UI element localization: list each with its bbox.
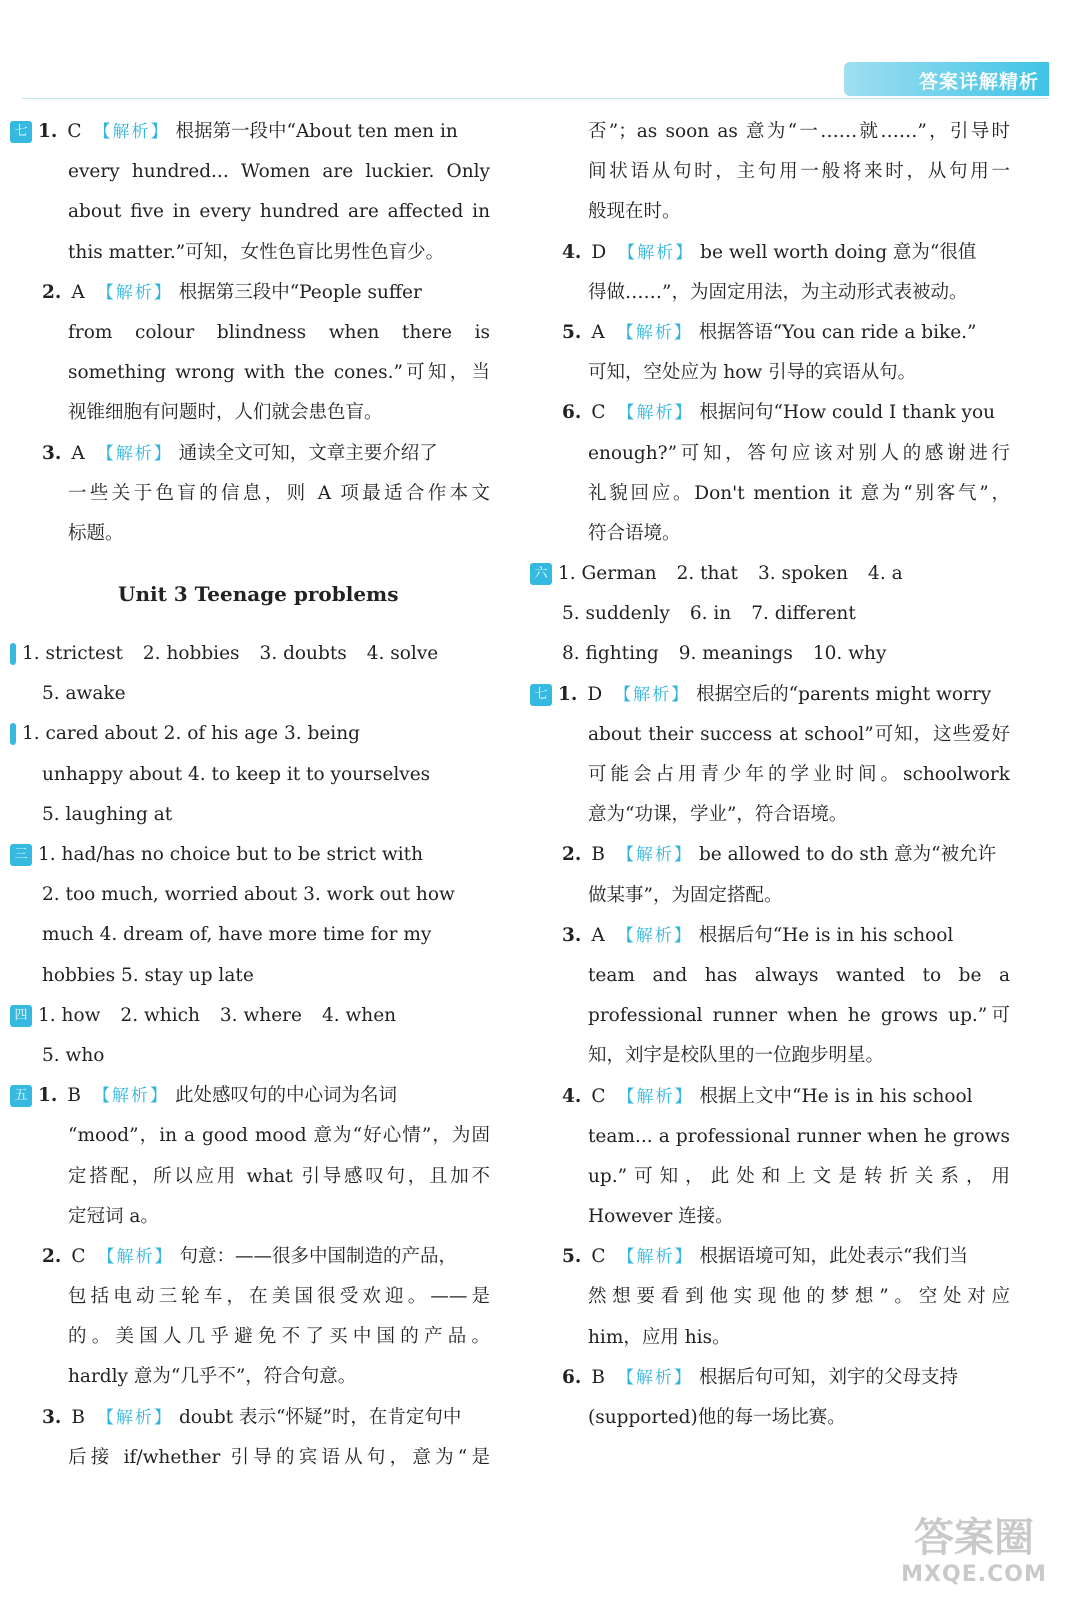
question-item xyxy=(10,1237,490,1277)
answer-letter: C xyxy=(591,402,606,424)
answer-line: much 4. dream of, have more time for my xyxy=(42,924,432,946)
analysis-label: 【解析】 xyxy=(616,322,693,343)
section-3 xyxy=(10,835,490,875)
answer-item: 8. fighting xyxy=(562,643,659,665)
answer-line: 5. who xyxy=(42,1044,105,1066)
question-number: 1. xyxy=(38,121,58,142)
question-number: 3. xyxy=(42,442,62,464)
answer-item: 1. German xyxy=(558,563,657,585)
analysis-line: about their success at school”可知，这些爱好 xyxy=(588,723,1010,745)
answer-item: 5. suddenly xyxy=(562,603,670,625)
analysis-label: 【解析】 xyxy=(96,282,173,303)
question-number: 3. xyxy=(42,1406,62,1428)
question-item xyxy=(530,1237,1010,1277)
answer-line: 1. cared about 2. of his age 3. being xyxy=(22,723,360,745)
analysis-line: something wrong with the cones.”可知，当 xyxy=(68,362,490,384)
answer-letter: C xyxy=(591,1246,606,1268)
question-item xyxy=(530,233,1010,273)
section-2 xyxy=(10,714,490,754)
analysis-label: 【解析】 xyxy=(93,122,170,142)
answer-item: 1. strictest xyxy=(22,643,123,665)
analysis-label: 【解析】 xyxy=(97,1246,174,1267)
answer-letter: D xyxy=(587,683,603,705)
answer-letter: B xyxy=(591,1366,605,1388)
analysis-label: 【解析】 xyxy=(617,403,694,424)
question-number: 2. xyxy=(42,1245,62,1267)
answer-line: 1. had/has no choice but to be strict with xyxy=(38,844,423,865)
analysis-text: 根据上文中“He is in his school xyxy=(699,1085,973,1107)
answer-item: 3. doubts xyxy=(259,643,347,665)
analysis-text: 此处感叹句的中心词为名词 xyxy=(174,1085,397,1107)
analysis-line: “mood”，in a good mood 意为“好心情”，为固 xyxy=(68,1125,490,1147)
answer-item: 7. different xyxy=(751,603,856,625)
analysis-text: doubt 表示“怀疑”时，在肯定句中 xyxy=(178,1406,462,1428)
question-number: 3. xyxy=(562,924,582,946)
section-6 xyxy=(530,554,1010,594)
section-tag xyxy=(10,643,16,665)
analysis-text: 根据语境可知，此处表示“我们当 xyxy=(699,1246,968,1268)
answer-item: 2. which xyxy=(120,1004,200,1026)
analysis-line: 符合语境。 xyxy=(588,522,681,544)
analysis-line: from colour blindness when there is xyxy=(68,321,490,343)
analysis-line: 得做……”，为固定用法，为主动形式表被动。 xyxy=(588,281,968,303)
analysis-line: him，应用 his。 xyxy=(588,1326,731,1348)
question-number: 2. xyxy=(42,281,62,303)
answer-letter: C xyxy=(71,1245,86,1267)
section-tag: 四 xyxy=(10,1005,32,1027)
question-number: 1. xyxy=(558,683,578,705)
analysis-line: this matter.”可知，女性色盲比男性色盲少。 xyxy=(68,241,445,263)
analysis-line: 然想要看到他实现他的梦想”。空处对应 xyxy=(588,1286,1010,1308)
answer-line: 5. awake xyxy=(42,683,126,705)
analysis-line: 定冠词 a。 xyxy=(68,1205,159,1227)
watermark-logo xyxy=(889,1514,1059,1594)
analysis-label: 【解析】 xyxy=(96,1407,173,1428)
unit-title: Unit 3 Teenage problems xyxy=(118,582,399,607)
analysis-label: 【解析】 xyxy=(616,1367,693,1388)
watermark-text: 答案圈 xyxy=(914,1515,1034,1561)
analysis-text: 根据后句“He is in his school xyxy=(698,924,954,946)
answer-letter: C xyxy=(591,1085,606,1107)
answer-letter: B xyxy=(591,844,605,866)
answer-line: 5. laughing at xyxy=(42,803,173,825)
analysis-label: 【解析】 xyxy=(617,1247,694,1268)
answer-letter: A xyxy=(71,442,85,464)
answer-line: 2. too much, worried about 3. work out how xyxy=(42,884,455,906)
analysis-line: 间状语从句时，主句用一般将来时，从句用一 xyxy=(588,161,1010,183)
header-rule xyxy=(22,98,1049,99)
analysis-label: 【解析】 xyxy=(617,1086,694,1107)
analysis-text: be well worth doing 意为“很值 xyxy=(700,241,977,263)
analysis-line: 否”；as soon as 意为“一……就……”，引导时 xyxy=(588,121,1010,142)
analysis-line: 意为“功课，学业”，符合语境。 xyxy=(588,804,848,826)
question-number: 4. xyxy=(562,241,582,263)
answer-item: 3. spoken xyxy=(757,563,849,585)
question-item xyxy=(530,1358,1010,1398)
question-number: 2. xyxy=(562,844,582,866)
answer-letter: C xyxy=(67,121,82,142)
analysis-line: However 连接。 xyxy=(588,1206,734,1228)
answer-item: 1. how xyxy=(38,1004,101,1026)
left-column xyxy=(10,112,490,1478)
question-number: 6. xyxy=(562,1366,582,1388)
section-1 xyxy=(10,634,490,674)
analysis-line: 般现在时。 xyxy=(588,201,681,223)
analysis-line: professional runner when he grows up.”可 xyxy=(588,1005,1010,1027)
answer-item: 4. when xyxy=(321,1004,397,1026)
analysis-line: 可知，空处应为 how 引导的宾语从句。 xyxy=(588,362,917,384)
analysis-label: 【解析】 xyxy=(92,1086,169,1107)
answer-item: 4. a xyxy=(868,563,903,585)
answer-item: 6. in xyxy=(689,603,732,625)
analysis-text: 句意：——很多中国制造的产品， xyxy=(179,1245,457,1267)
question-number: 4. xyxy=(562,1085,582,1107)
analysis-line: 的。美国人几乎避免不了买中国的产品。 xyxy=(68,1326,490,1348)
question-item xyxy=(10,1076,490,1116)
right-column xyxy=(530,112,1010,1438)
answer-letter: B xyxy=(67,1085,81,1107)
analysis-label: 【解析】 xyxy=(618,242,695,263)
answer-item: 3. where xyxy=(219,1004,302,1026)
answer-line: unhappy about 4. to keep it to yourselves xyxy=(42,763,431,785)
analysis-text: 根据问句“How could I thank you xyxy=(699,402,996,424)
analysis-text: 通读全文可知，文章主要介绍了 xyxy=(178,442,438,464)
answer-letter: D xyxy=(591,241,607,263)
answer-item: 2. hobbies xyxy=(142,643,240,665)
answer-line xyxy=(530,634,1010,674)
answer-letter: B xyxy=(71,1406,85,1428)
section-4 xyxy=(10,996,490,1036)
analysis-line: 做某事”，为固定搭配。 xyxy=(588,884,783,906)
analysis-line: 礼貌回应。Don't mention it 意为“别客气”， xyxy=(588,482,1010,504)
analysis-line: 知，刘宇是校队里的一位跑步明星。 xyxy=(588,1045,885,1067)
section-tag: 七 xyxy=(530,684,552,706)
header-label: 答案详解精析 xyxy=(918,71,1039,93)
analysis-label: 【解析】 xyxy=(616,845,693,866)
question-item xyxy=(10,1398,490,1438)
section-tag: 七 xyxy=(10,121,32,143)
analysis-text: be allowed to do sth 意为“被允许 xyxy=(698,844,997,866)
analysis-text: 根据第一段中“About ten men in xyxy=(175,121,458,142)
analysis-line: 包括电动三轮车，在美国很受欢迎。——是 xyxy=(68,1286,490,1308)
analysis-line: 可能会占用青少年的学业时间。schoolwork xyxy=(588,764,1010,785)
answer-item: 9. meanings xyxy=(678,643,793,665)
section-q7-left xyxy=(10,112,490,554)
analysis-line: enough?”可知，答句应该对别人的感谢进行 xyxy=(588,442,1010,464)
answer-letter: A xyxy=(591,321,605,343)
question-item xyxy=(530,675,1010,715)
analysis-line: team and has always wanted to be a xyxy=(588,964,1010,986)
answer-letter: A xyxy=(71,281,85,303)
answer-line xyxy=(530,594,1010,634)
analysis-line: 视锥细胞有问题时，人们就会患色盲。 xyxy=(68,402,383,424)
question-item xyxy=(530,393,1010,433)
analysis-line: 后接 if/whether 引导的宾语从句，意为“是 xyxy=(68,1446,490,1468)
analysis-text: 根据空后的“parents might worry xyxy=(696,683,992,705)
question-item xyxy=(530,313,1010,353)
question-item xyxy=(530,1077,1010,1117)
analysis-line: 定搭配，所以应用 what 引导感叹句，且加不 xyxy=(68,1165,490,1187)
analysis-text: 根据后句可知，刘宇的父母支持 xyxy=(698,1366,958,1388)
answer-letter: A xyxy=(591,924,605,946)
answer-item: 10. why xyxy=(812,643,887,665)
section-tag: 五 xyxy=(10,1085,32,1107)
analysis-line: 标题。 xyxy=(68,522,124,544)
question-item xyxy=(530,916,1010,956)
analysis-text: 根据第三段中“People suffer xyxy=(178,281,422,303)
answer-line: hobbies 5. stay up late xyxy=(42,964,254,986)
answer-item: 2. that xyxy=(676,563,738,585)
question-item xyxy=(10,112,490,152)
analysis-text: 根据答语“You can ride a bike.” xyxy=(698,321,977,343)
analysis-line: up.”可知，此处和上文是转折关系，用 xyxy=(588,1165,1010,1187)
question-number: 5. xyxy=(562,1246,582,1268)
section-tag xyxy=(10,723,16,745)
section-tag: 三 xyxy=(10,844,32,866)
watermark-url: MXQE.COM xyxy=(901,1562,1047,1587)
analysis-label: 【解析】 xyxy=(614,684,691,705)
analysis-label: 【解析】 xyxy=(616,925,693,946)
question-item xyxy=(530,835,1010,875)
analysis-line: about five in every hundred are affected in xyxy=(68,201,490,223)
analysis-line: 一些关于色盲的信息，则 A 项最适合作本文 xyxy=(68,482,490,504)
header-banner xyxy=(844,62,1049,96)
question-item xyxy=(10,434,490,474)
analysis-label: 【解析】 xyxy=(96,443,173,464)
question-item xyxy=(10,273,490,313)
section-tag: 六 xyxy=(530,563,552,585)
answer-item: 4. solve xyxy=(366,643,439,665)
analysis-line: (supported)他的每一场比赛。 xyxy=(588,1407,846,1428)
question-number: 6. xyxy=(562,402,582,424)
question-number: 1. xyxy=(38,1085,58,1107)
analysis-line: every hundred... Women are luckier. Only xyxy=(68,161,490,183)
analysis-line: team... a professional runner when he grows xyxy=(588,1125,1010,1147)
analysis-line: hardly 意为“几乎不”，符合句意。 xyxy=(68,1366,357,1388)
question-number: 5. xyxy=(562,321,582,343)
